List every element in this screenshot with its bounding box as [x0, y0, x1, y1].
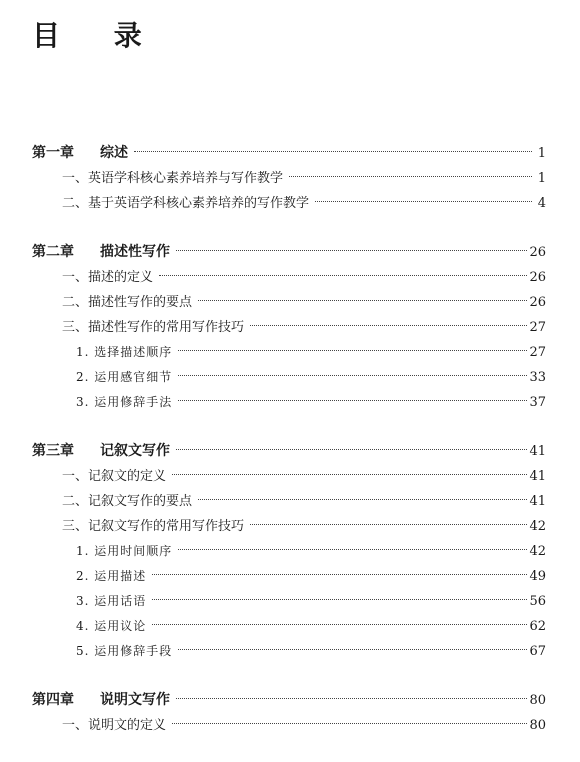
dot-leader	[172, 723, 527, 724]
chapter-number: 第二章	[32, 244, 74, 260]
toc-chapter-row[interactable]	[32, 141, 546, 166]
page-number: 1	[537, 146, 546, 161]
section-title: 二、记叙文写作的要点	[62, 494, 193, 509]
chapter-title: 记叙文写作	[100, 443, 170, 459]
toc-subsection-row[interactable]	[32, 614, 546, 639]
chapter-heading	[32, 240, 170, 265]
dot-leader	[198, 300, 527, 301]
chapter-1	[32, 141, 546, 216]
toc-section-row[interactable]	[32, 514, 546, 539]
toc-subsection-row[interactable]	[32, 365, 546, 390]
toc-subsection-row[interactable]	[32, 390, 546, 415]
section-title: 一、说明文的定义	[62, 718, 167, 733]
page-number: 56	[529, 594, 546, 609]
page-number: 41	[529, 494, 546, 509]
page-title: 目 录	[32, 19, 164, 52]
page-number: 41	[529, 444, 546, 459]
dot-leader	[250, 524, 527, 525]
dot-leader	[289, 176, 532, 177]
chapter-number: 第三章	[32, 443, 74, 459]
dot-leader	[176, 250, 527, 251]
dot-leader	[152, 574, 527, 575]
toc-section-row[interactable]	[32, 265, 546, 290]
chapter-4	[32, 688, 546, 738]
dot-leader	[172, 474, 527, 475]
toc-subsection-row[interactable]	[32, 564, 546, 589]
subsection-title: 3. 运用修辞手法	[76, 395, 173, 409]
toc-section-row[interactable]	[32, 290, 546, 315]
page-number: 4	[537, 196, 546, 211]
section-title: 三、描述性写作的常用写作技巧	[62, 320, 245, 335]
page-number: 1	[537, 171, 546, 186]
chapter-title: 说明文写作	[100, 692, 170, 708]
chapter-2	[32, 240, 546, 415]
toc-subsection-row[interactable]	[32, 340, 546, 365]
dot-leader	[315, 201, 532, 202]
dot-leader	[176, 698, 527, 699]
chapter-heading	[32, 439, 170, 464]
toc-section-row[interactable]	[32, 713, 546, 738]
section-title: 一、描述的定义	[62, 270, 154, 285]
dot-leader	[250, 325, 527, 326]
chapter-title: 综述	[100, 145, 128, 161]
subsection-title: 1. 运用时间顺序	[76, 544, 173, 558]
dot-leader	[152, 624, 527, 625]
page-number: 26	[529, 295, 546, 310]
toc-section-row[interactable]	[32, 315, 546, 340]
section-title: 一、记叙文的定义	[62, 469, 167, 484]
page-number: 42	[529, 519, 546, 534]
section-title: 二、基于英语学科核心素养培养的写作教学	[62, 196, 310, 211]
page-number: 37	[529, 395, 546, 410]
dot-leader	[159, 275, 527, 276]
page-number: 80	[529, 718, 546, 733]
dot-leader	[178, 649, 527, 650]
page-number: 41	[529, 469, 546, 484]
subsection-title: 2. 运用描述	[76, 569, 147, 583]
toc-subsection-row[interactable]	[32, 589, 546, 614]
dot-leader	[178, 400, 527, 401]
dot-leader	[134, 151, 532, 152]
toc-subsection-row[interactable]	[32, 639, 546, 664]
section-title: 三、记叙文写作的常用写作技巧	[62, 519, 245, 534]
dot-leader	[152, 599, 527, 600]
chapter-title: 描述性写作	[100, 244, 170, 260]
page-number: 67	[529, 644, 546, 659]
dot-leader	[178, 549, 527, 550]
toc-subsection-row[interactable]	[32, 539, 546, 564]
dot-leader	[176, 449, 527, 450]
toc-section-row[interactable]	[32, 166, 546, 191]
section-title: 一、英语学科核心素养培养与写作教学	[62, 171, 284, 186]
chapter-heading	[32, 688, 170, 713]
dot-leader	[178, 375, 527, 376]
subsection-title: 1. 选择描述顺序	[76, 345, 173, 359]
toc-section-row[interactable]	[32, 464, 546, 489]
page-number: 27	[529, 345, 546, 360]
page-number: 26	[529, 270, 546, 285]
subsection-title: 3. 运用话语	[76, 594, 147, 608]
chapter-number: 第一章	[32, 145, 74, 161]
page-number: 27	[529, 320, 546, 335]
page-number: 49	[529, 569, 546, 584]
subsection-title: 5. 运用修辞手段	[76, 644, 173, 658]
page-number: 62	[529, 619, 546, 634]
subsection-title: 2. 运用感官细节	[76, 370, 173, 384]
page-number: 42	[529, 544, 546, 559]
chapter-3	[32, 439, 546, 664]
section-title: 二、描述性写作的要点	[62, 295, 193, 310]
toc-chapter-row[interactable]	[32, 688, 546, 713]
chapter-number: 第四章	[32, 692, 74, 708]
toc-section-row[interactable]	[32, 489, 546, 514]
dot-leader	[198, 499, 527, 500]
toc-chapter-row[interactable]	[32, 240, 546, 265]
page-number: 33	[529, 370, 546, 385]
toc-section-row[interactable]	[32, 191, 546, 216]
page-number: 80	[529, 693, 546, 708]
subsection-title: 4. 运用议论	[76, 619, 147, 633]
chapter-heading	[32, 141, 128, 166]
dot-leader	[178, 350, 527, 351]
page-number: 26	[529, 245, 546, 260]
toc-chapter-row[interactable]	[32, 439, 546, 464]
table-of-contents	[32, 141, 546, 762]
